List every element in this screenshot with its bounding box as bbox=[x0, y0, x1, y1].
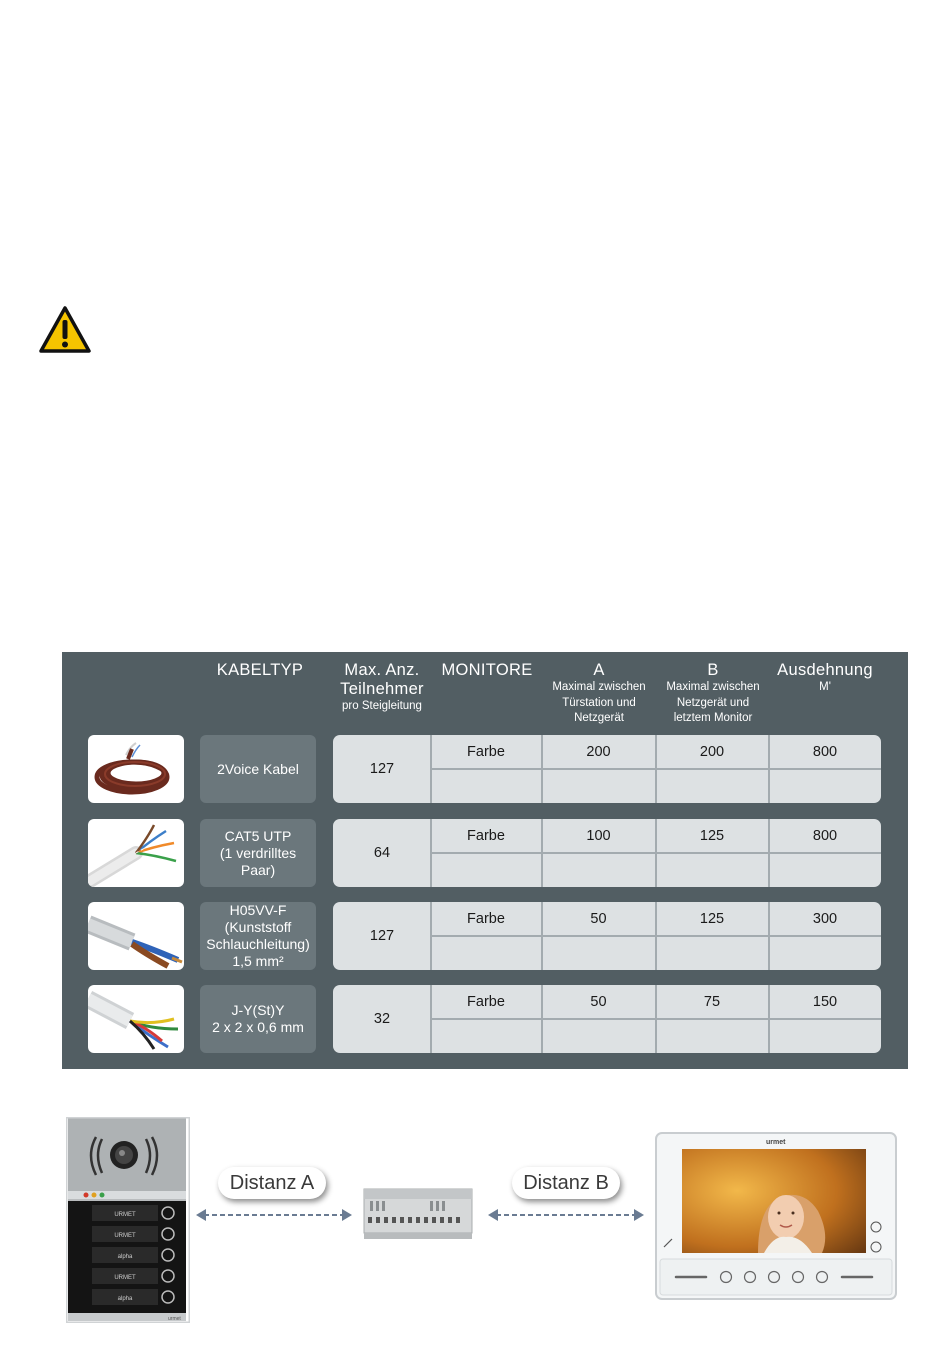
distanz-a-label: Distanz A bbox=[218, 1167, 326, 1199]
cable-image-2voice bbox=[88, 735, 184, 803]
monitor-brand: urmet bbox=[766, 1139, 786, 1146]
system-diagram bbox=[0, 1105, 950, 1335]
monitore-value: Farbe bbox=[467, 744, 505, 760]
header-max-teilnehmer: Max. Anz. Teilnehmer pro Steigleitung bbox=[340, 661, 424, 712]
teilnehmer-value: 127 bbox=[369, 928, 395, 944]
cable-name-cell: H05VV-F (Kunststoff Schlauchleitung) 1,5 mm² bbox=[200, 902, 316, 970]
header-ausdehnung: Ausdehnung M' bbox=[777, 661, 873, 693]
cable-name-cell: 2Voice Kabel bbox=[200, 735, 316, 803]
distance-a-value: 200 bbox=[586, 744, 611, 760]
power-supply-image bbox=[360, 1183, 478, 1243]
header-monitore: MONITORE bbox=[441, 661, 533, 679]
distanz-b-label: Distanz B bbox=[512, 1167, 620, 1199]
ausdehnung-value: 800 bbox=[812, 744, 838, 760]
name-button-label: URMET bbox=[114, 1212, 136, 1218]
distance-b-value: 125 bbox=[699, 911, 725, 927]
distance-a-value: 50 bbox=[590, 911, 607, 927]
cable-table bbox=[62, 652, 908, 1069]
table-row bbox=[333, 985, 881, 1053]
distance-b-value: 75 bbox=[703, 994, 721, 1010]
ausdehnung-value: 800 bbox=[812, 828, 838, 844]
name-button-label: alpha bbox=[117, 1296, 133, 1302]
name-button-label: URMET bbox=[114, 1233, 136, 1239]
teilnehmer-value: 32 bbox=[373, 1011, 391, 1027]
ausdehnung-value: 300 bbox=[812, 911, 838, 927]
table-row bbox=[333, 902, 881, 970]
distance-a-value: 100 bbox=[586, 828, 611, 844]
header-a: A Maximal zwischen Türstation und Netzgerät bbox=[552, 661, 646, 724]
teilnehmer-value: 127 bbox=[369, 761, 395, 777]
header-kabeltyp: KABELTYP bbox=[216, 661, 304, 679]
monitore-value: Farbe bbox=[467, 911, 505, 927]
name-button-label: URMET bbox=[114, 1275, 136, 1281]
header-b: B Maximal zwischen Netzgerät und letztem Monitor bbox=[666, 661, 760, 724]
panel-brand: urmet bbox=[168, 1316, 181, 1322]
cable-name-cell: CAT5 UTP (1 verdrilltes Paar) bbox=[200, 819, 316, 887]
table-row bbox=[333, 735, 881, 803]
cable-image-cat5 bbox=[88, 819, 184, 887]
table-row bbox=[333, 819, 881, 887]
video-monitor-image bbox=[654, 1131, 898, 1303]
cable-image-jysty bbox=[88, 985, 184, 1053]
teilnehmer-value: 64 bbox=[373, 845, 391, 861]
distance-b-value: 125 bbox=[699, 828, 725, 844]
distance-b-value: 200 bbox=[699, 744, 725, 760]
name-button-label: alpha bbox=[117, 1254, 133, 1260]
cable-name-cell: J-Y(St)Y 2 x 2 x 0,6 mm bbox=[200, 985, 316, 1053]
monitore-value: Farbe bbox=[467, 828, 505, 844]
distance-b-arrow bbox=[488, 1207, 644, 1223]
cable-image-h05vv bbox=[88, 902, 184, 970]
warning-triangle-icon bbox=[38, 305, 92, 355]
distance-a-arrow bbox=[196, 1207, 352, 1223]
ausdehnung-value: 150 bbox=[812, 994, 838, 1010]
distance-a-value: 50 bbox=[590, 994, 607, 1010]
monitore-value: Farbe bbox=[467, 994, 505, 1010]
